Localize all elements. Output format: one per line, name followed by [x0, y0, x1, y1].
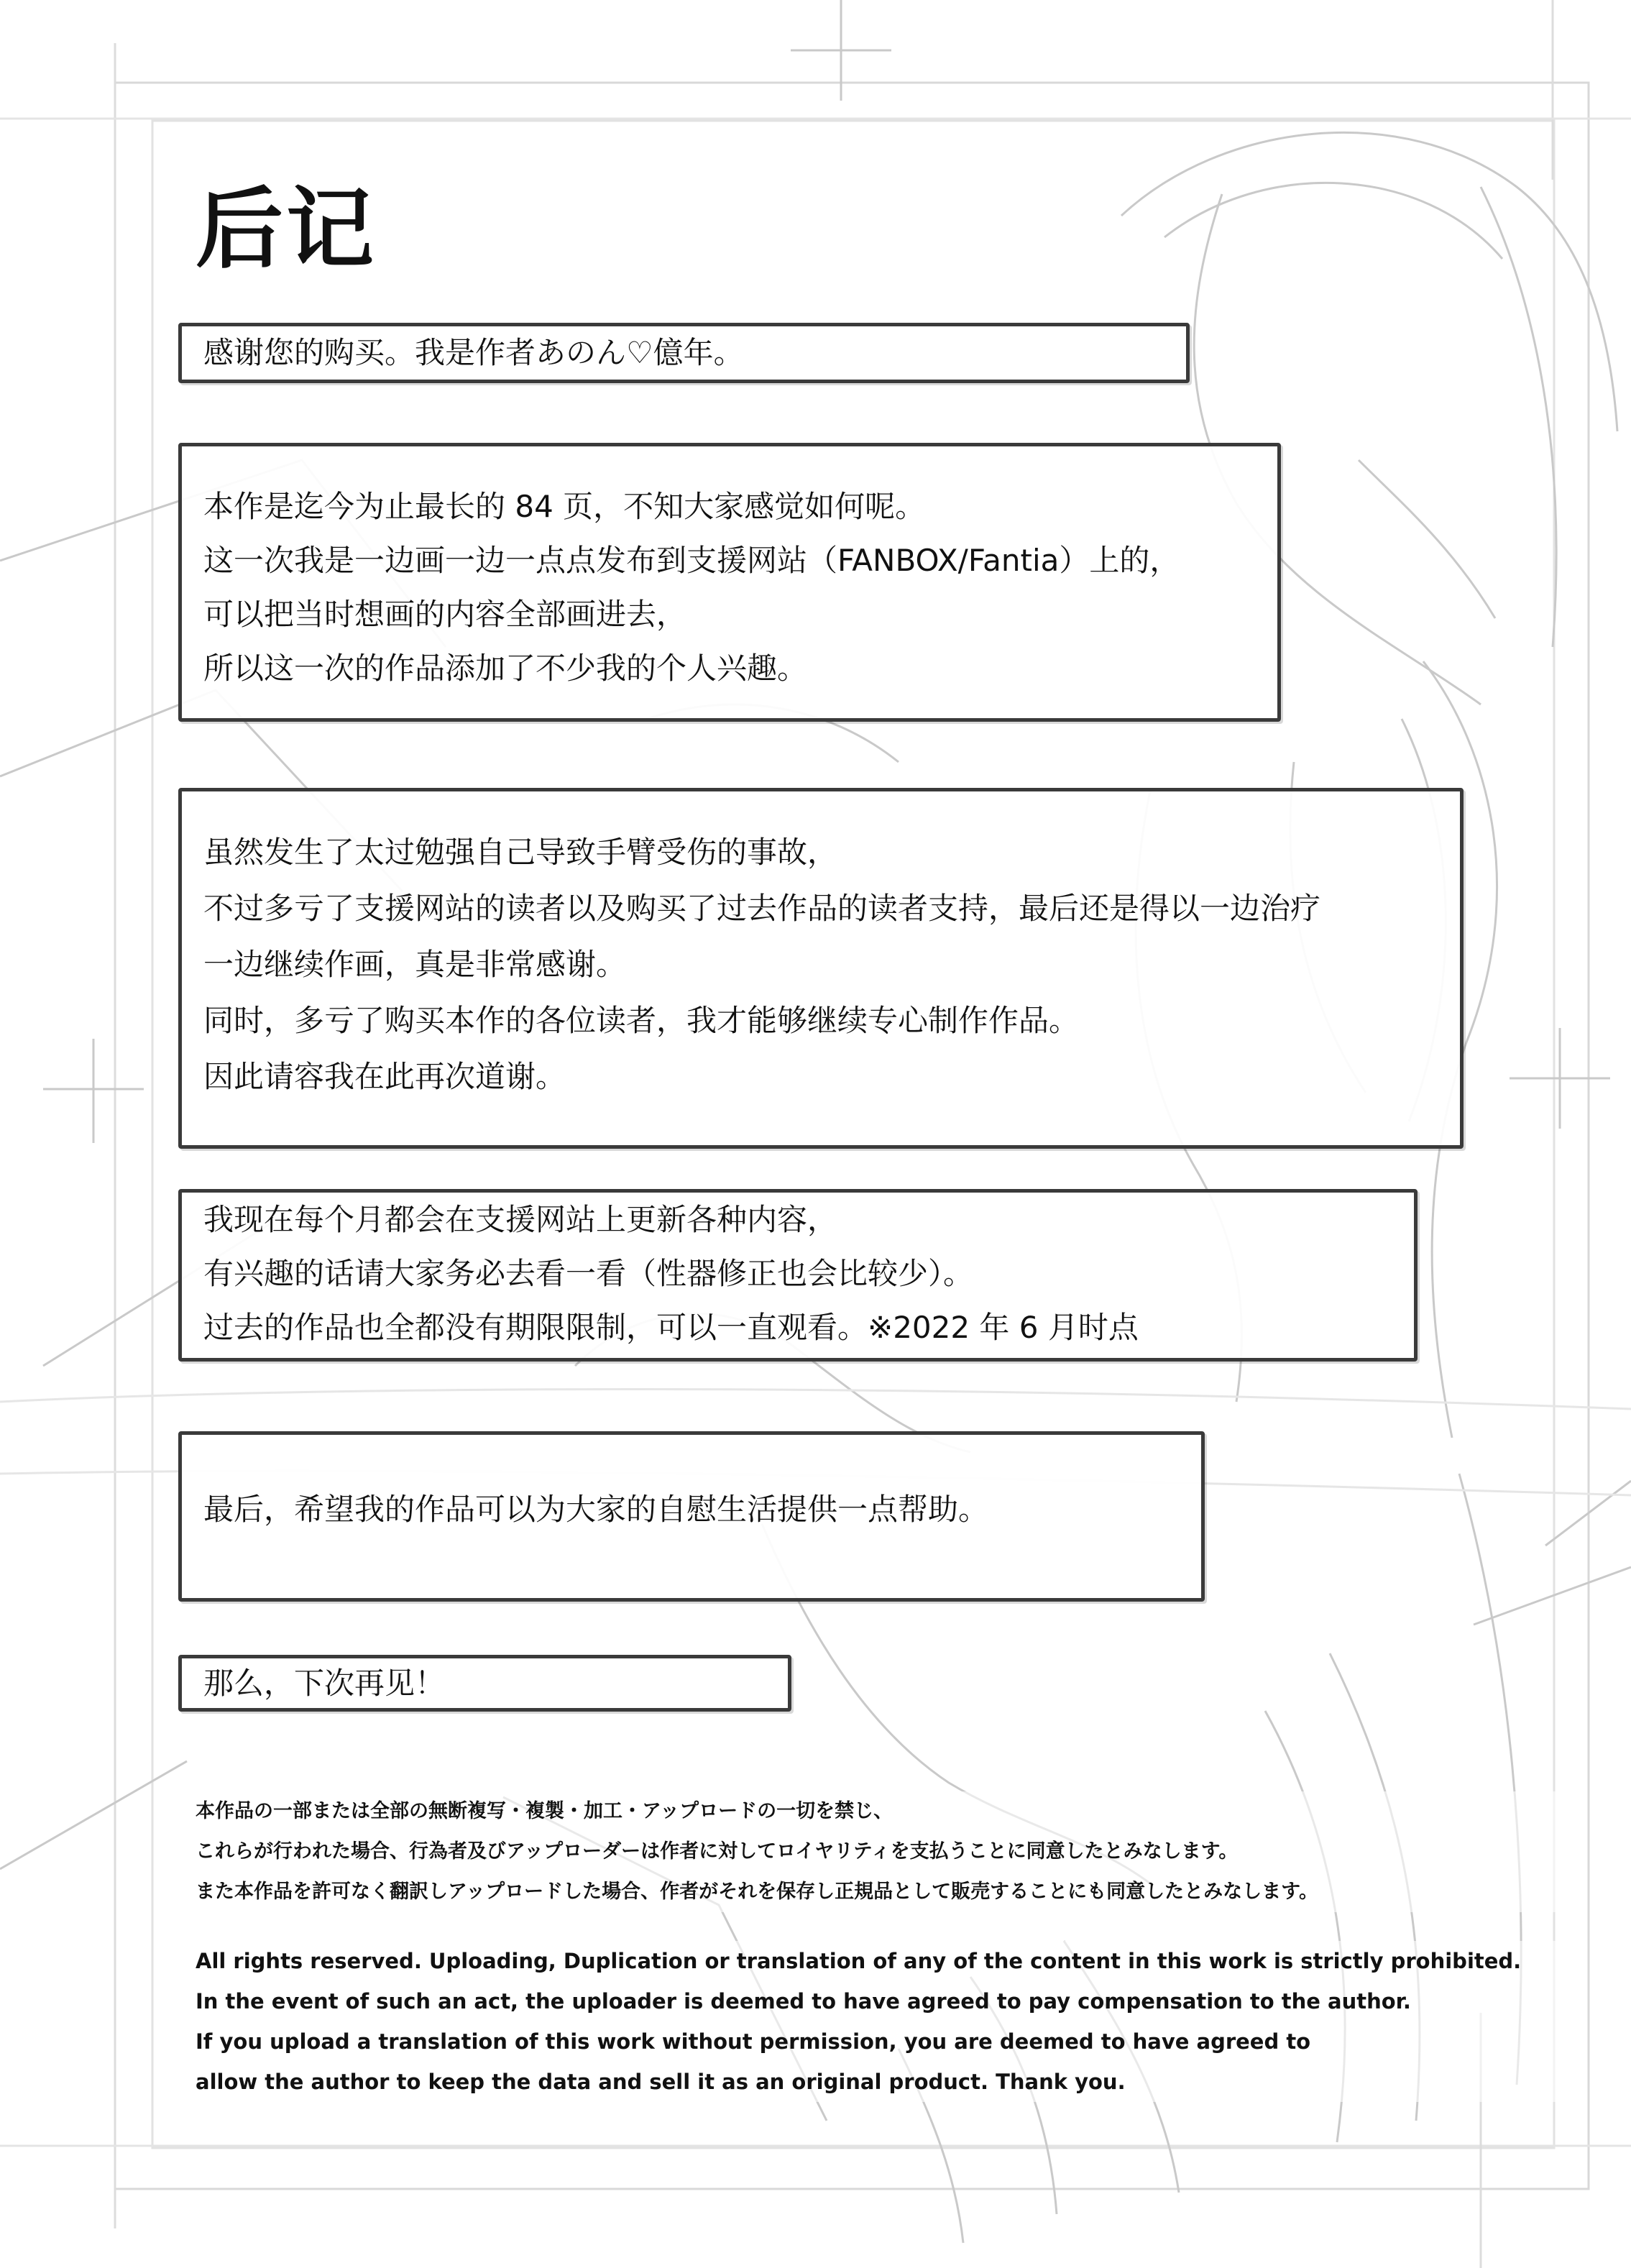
greeting-box: [178, 323, 1190, 383]
greeting-text: 感谢您的购买。我是作者あのん♡億年。: [203, 335, 744, 370]
injury-line: 一边继续作画，真是非常感谢。: [203, 947, 627, 982]
monthly-updates-box: [178, 1189, 1418, 1362]
injury-line: 不过多亏了支援网站的读者以及购买了过去作品的读者支持，最后还是得以一边治疗: [203, 891, 1321, 926]
legal-en-line: If you upload a translation of this work without permission, you are deemed to have agreed to: [196, 2029, 1311, 2054]
intro-box: [178, 443, 1281, 722]
farewell-text: 那么，下次再见！: [203, 1666, 446, 1701]
intro-line: 本作是迄今为止最长的 84 页，不知大家感觉如何呢。: [203, 489, 926, 524]
copyright-notice-japanese: [196, 1791, 1561, 1912]
legal-en-line: allow the author to keep the data and sell it as an original product. Thank you.: [196, 2070, 1126, 2094]
copyright-notice-english: [196, 1941, 1561, 2102]
legal-ja-line: これらが行われた場合、行為者及びアップローダーは作者に対してロイヤリティを支払うことに同意したとみなします。: [196, 1840, 1239, 1863]
legal-ja-line: また本作品を許可なく翻訳しアップロードした場合、作者がそれを保存し正規品として販売することにも同意したとみなします。: [196, 1881, 1318, 1903]
injury-line: 虽然发生了太过勉强自己导致手臂受伤的事故，: [203, 835, 838, 870]
intro-line: 可以把当时想画的内容全部画进去，: [203, 597, 687, 632]
legal-en-line: In the event of such an act, the uploader is deemed to have agreed to pay compensation to the author.: [196, 1989, 1411, 2014]
final-wish-box: [178, 1431, 1205, 1602]
monthly-line: 有兴趣的话请大家务必去看一看（性器修正也会比较少）。: [203, 1256, 974, 1291]
injury-thanks-box: [178, 788, 1464, 1149]
farewell-box: [178, 1655, 791, 1712]
final-text: 最后，希望我的作品可以为大家的自慰生活提供一点帮助。: [203, 1492, 989, 1527]
legal-ja-line: 本作品の一部または全部の無断複写・複製・加工・アップロードの一切を禁じ、: [196, 1800, 893, 1822]
injury-line: 因此请容我在此再次道谢。: [203, 1059, 566, 1094]
injury-line: 同时，多亏了购买本作的各位读者，我才能够继续专心制作作品。: [203, 1003, 1080, 1038]
monthly-line: 过去的作品也全都没有期限限制，可以一直观看。※2022 年 6 月时点: [203, 1310, 1139, 1345]
intro-line: 所以这一次的作品添加了不少我的个人兴趣。: [203, 651, 808, 686]
legal-en-line: All rights reserved. Uploading, Duplication or translation of any of the content in this work is strictly prohibited.: [196, 1949, 1522, 1973]
intro-line: 这一次我是一边画一边一点点发布到支援网站（FANBOX/Fantia）上的，: [203, 543, 1180, 578]
monthly-line: 我现在每个月都会在支援网站上更新各种内容，: [203, 1202, 838, 1237]
page-title: 后记: [196, 178, 377, 280]
